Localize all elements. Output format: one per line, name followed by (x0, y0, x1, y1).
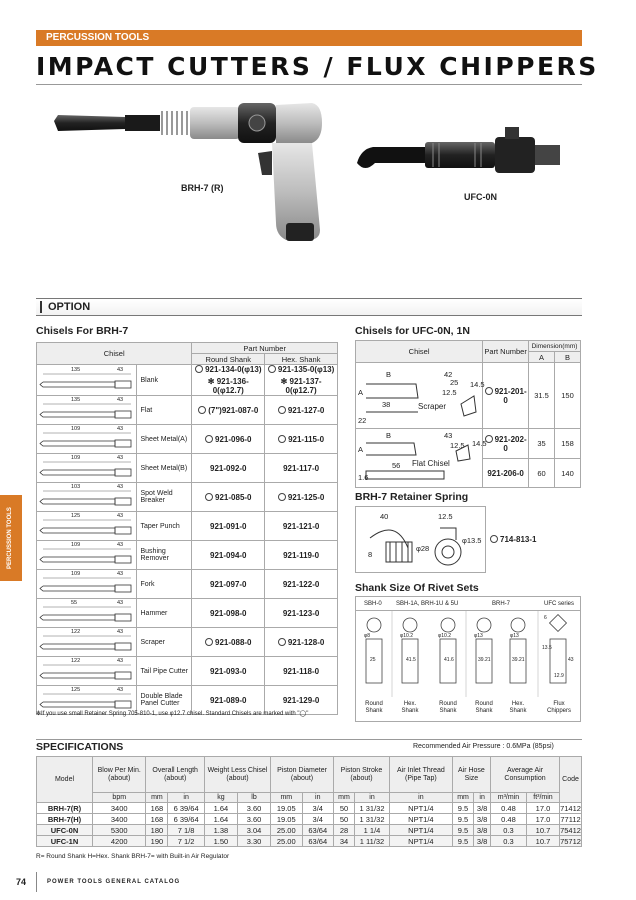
dim-label: B (386, 431, 392, 440)
round-shank-part: 921-094-0 (192, 541, 265, 570)
ufc0n-caption: UFC-0N (464, 192, 497, 202)
spec-unit: lb (237, 793, 270, 803)
spec-value: 190 (146, 836, 168, 847)
spec-value: 75412 (560, 825, 581, 835)
dim-label: 43 (117, 687, 124, 693)
spec-model: BRH-7(R) (37, 803, 93, 814)
dim-label: 25 (450, 377, 459, 387)
dim-label: φ13 (510, 633, 519, 639)
shank-heading: Shank Size Of Rivet Sets (355, 582, 479, 594)
retainer-heading: BRH-7 Retainer Spring (355, 491, 469, 503)
chisel-row (37, 599, 338, 628)
chisel-name: Sheet Metal(B) (136, 454, 192, 483)
spec-unit: kg (204, 793, 237, 803)
ufc-dim-b: 158 (554, 429, 580, 459)
chisel-name: Tail Pipe Cutter (136, 657, 192, 686)
dim-label: φ8 (364, 633, 371, 639)
ufc-chisel-table (355, 340, 581, 488)
chisel-drawing (37, 570, 137, 599)
option-bar (36, 298, 582, 316)
chisel-name: Scraper (136, 628, 192, 657)
spec-row (37, 814, 582, 825)
chisel-name: Double Blade Panel Cutter (136, 686, 192, 715)
page-number: 74 (16, 877, 27, 887)
ufc-dim-b: 150 (554, 363, 580, 429)
spec-value: 28 (334, 825, 355, 836)
brh7-chisels-heading: Chisels For BRH-7 (36, 325, 129, 337)
dim-label: 43 (117, 629, 124, 635)
dim-label: 122 (71, 629, 81, 635)
dim-label: φ10.2 (438, 633, 451, 639)
spec-value: 3400 (93, 814, 146, 825)
spec-value: 25.00 (271, 825, 302, 836)
dim-label: 14.5 (472, 439, 487, 448)
chisel-drawing (37, 657, 137, 686)
spec-value: 3.30 (237, 836, 270, 847)
shank-type-label: Flux Chippers (546, 701, 571, 714)
spec-value: NPT1/4 (389, 814, 452, 825)
dim-label: 122 (71, 658, 81, 664)
spec-value: 0.3 (491, 825, 527, 836)
spec-value: 168 (146, 803, 168, 814)
dim-label: 55 (71, 600, 78, 606)
spec-value: 50 (334, 803, 355, 814)
spec-value: 3/8 (474, 803, 491, 814)
spec-unit: in (355, 793, 390, 803)
ufc-flat-drawing (356, 429, 487, 488)
spec-value: 5300 (93, 825, 146, 836)
standard-marker-icon (490, 535, 498, 543)
chisel-drawing (37, 541, 137, 570)
dim-label: 12.9 (554, 673, 564, 679)
dim-label: A (358, 387, 364, 397)
option-label: OPTION (48, 301, 91, 313)
dim-label: 12.5 (450, 441, 465, 450)
dim-label: 41.6 (444, 657, 454, 663)
spec-unit: mm (334, 793, 355, 803)
dim-label: 6 (544, 615, 547, 621)
standard-marker-icon (278, 493, 286, 501)
hex-shank-part: 921-127-0 (265, 396, 338, 425)
chisel-drawing (37, 365, 137, 396)
spec-heading: SPECIFICATIONS (36, 741, 124, 753)
spec-value: NPT1/4 (389, 836, 452, 847)
spec-col-header: Piston Diameter (about) (271, 757, 334, 793)
spec-unit: mm (452, 793, 473, 803)
spec-value: 1 1/4 (355, 825, 390, 836)
dim-label: 12.5 (438, 511, 453, 521)
shank-type-label: Hex. Shank (509, 701, 527, 714)
spec-footnote: R= Round Shank H=Hex. Shank BRH-7= with Built-in Air Regulator (36, 853, 230, 860)
dim-label: 43 (568, 657, 574, 663)
standard-marker-icon (278, 638, 286, 646)
spec-value: 3400 (93, 803, 146, 814)
spec-value: 63/64 (302, 836, 334, 847)
ufc-chisel-name: Scraper (418, 401, 447, 411)
spec-unit: in (302, 793, 334, 803)
chisel-name: Taper Punch (136, 512, 192, 541)
spec-value: 7 1/2 (168, 836, 205, 847)
spec-model: UFC-1N (37, 836, 93, 847)
round-shank-part: 921-134-0(φ13) ✻ 921-136-0(φ12.7) (192, 365, 265, 396)
round-shank-part: 921-089-0 (192, 686, 265, 715)
dim-label: 109 (71, 542, 81, 548)
spec-unit: m³/min (491, 793, 527, 803)
chisel-row (37, 454, 338, 483)
dim-label: 8 (368, 549, 373, 559)
round-shank-part: 921-093-0 (192, 657, 265, 686)
dim-label: φ10.2 (400, 633, 413, 639)
spec-value: 1.50 (204, 836, 237, 847)
dim-label: 43 (117, 513, 124, 519)
chisel-name: Bushing Remover (136, 541, 192, 570)
spec-value: 1 11/32 (355, 836, 390, 847)
spec-value: 3/4 (302, 814, 334, 825)
dim-label: 40 (380, 511, 389, 521)
page-title: IMPACT CUTTERS / FLUX CHIPPERS (36, 52, 599, 81)
spec-value: 6 39/64 (168, 814, 205, 825)
col-part-number: Part Number (192, 343, 338, 354)
spec-value: 168 (146, 814, 168, 825)
round-shank-part: (7")921-087-0 (192, 396, 265, 425)
hex-shank-part: 921-121-0 (265, 512, 338, 541)
dim-label: 103 (71, 484, 81, 490)
round-shank-part: 921-091-0 (192, 512, 265, 541)
ufc-part-number: 921-202-0 (483, 429, 529, 459)
dim-label: 43 (444, 431, 453, 440)
dim-label: 43 (117, 600, 124, 606)
spec-value: 0.3 (491, 836, 527, 847)
ufc-chisels-heading: Chisels for UFC-0N, 1N (355, 325, 470, 337)
dim-label: 43 (117, 542, 124, 548)
dim-label: 43 (117, 426, 124, 432)
dim-label: 109 (71, 571, 81, 577)
spec-col-model: Model (37, 757, 93, 803)
round-shank-part: 921-096-0 (192, 425, 265, 454)
ufc-part-number: 921-201-0 (483, 363, 529, 429)
spec-value: 4200 (93, 836, 146, 847)
round-shank-part: 921-085-0 (192, 483, 265, 512)
hex-shank-part: 921-135-0(φ13) ✻ 921-137-0(φ12.7) (265, 365, 338, 396)
round-shank-part: 921-092-0 (192, 454, 265, 483)
side-tab: PERCUSSION TOOLS (0, 495, 22, 581)
spec-value: 3/8 (474, 814, 491, 825)
spec-value: 9.5 (452, 814, 473, 825)
col-part-number: Part Number (483, 341, 529, 363)
spec-col-header: Weight Less Chisel (about) (204, 757, 270, 793)
hex-shank-part: 921-125-0 (265, 483, 338, 512)
chisel-drawing (37, 396, 137, 425)
spec-model: BRH-7(H) (37, 814, 93, 825)
dim-label: 109 (71, 426, 81, 432)
dim-label: 56 (392, 461, 401, 470)
spec-unit: mm (271, 793, 302, 803)
spec-value: 25.00 (271, 836, 302, 847)
spec-value: 1.64 (204, 803, 237, 814)
spec-value: 71412 (560, 803, 581, 813)
chisel-drawing (37, 483, 137, 512)
dim-label: 25 (370, 657, 376, 663)
dim-label: 135 (71, 367, 81, 373)
retainer-table (355, 506, 581, 573)
spec-unit: in (389, 793, 452, 803)
brh7-caption: BRH-7 (R) (181, 183, 224, 193)
dim-label: 43 (117, 455, 124, 461)
dim-label: 39.21 (512, 657, 525, 663)
retainer-part-number: 714-813-1 (486, 507, 582, 573)
chisel-row (37, 570, 338, 599)
spec-col-header: Average Air Consumption (491, 757, 560, 793)
spec-value: 3/8 (474, 836, 491, 847)
spec-value: 0.48 (491, 803, 527, 814)
col-chisel: Chisel (356, 341, 483, 363)
col-b: B (554, 352, 580, 363)
dim-label: 109 (71, 455, 81, 461)
shank-model: UFC series (544, 601, 575, 607)
dim-label: 125 (71, 513, 81, 519)
round-shank-part: 921-097-0 (192, 570, 265, 599)
dim-label: 41.5 (406, 657, 416, 663)
spec-unit: mm (146, 793, 168, 803)
spec-value: 3.60 (237, 814, 270, 825)
col-chisel: Chisel (37, 343, 192, 365)
hex-shank-part: 921-118-0 (265, 657, 338, 686)
brh7-chisel-table (36, 342, 338, 715)
dim-label: 135 (71, 397, 81, 403)
col-hex-shank: Hex. Shank (265, 354, 338, 365)
dim-label: 39.21 (478, 657, 491, 663)
hex-shank-part: 921-122-0 (265, 570, 338, 599)
spec-value: 1 31/32 (355, 814, 390, 825)
chisel-name: Spot Weld Breaker (136, 483, 192, 512)
brh7-tool-image (50, 95, 340, 250)
ufc0n-tool-image (355, 125, 570, 185)
spec-value: 180 (146, 825, 168, 836)
shank-type-label: Hex. Shank (401, 701, 419, 714)
chisel-drawing (37, 599, 137, 628)
spec-value: 6 39/64 (168, 803, 205, 814)
ufc-dim-a: 60 (529, 459, 555, 488)
title-divider (36, 84, 582, 85)
ufc-part-number: 921-206-0 (483, 459, 529, 488)
spec-value: 0.48 (491, 814, 527, 825)
dim-label: φ13.5 (462, 535, 482, 545)
col-a: A (529, 352, 555, 363)
spec-value: 34 (334, 836, 355, 847)
spec-col-code: Code (560, 757, 582, 803)
spec-value: NPT1/4 (389, 825, 452, 836)
spec-col-header: Overall Length (about) (146, 757, 204, 793)
standard-marker-icon (268, 365, 276, 373)
spec-row (37, 825, 582, 836)
spec-value: 19.05 (271, 814, 302, 825)
brh7-note: ✻If you use small Retainer Spring 705-810-1, use φ12.7 chisel. Standard Chisels are marked with "◯" (36, 711, 309, 717)
shank-model: SBH-1A, BRH-1U & 5U (396, 601, 459, 607)
spec-value: 75712 (560, 836, 581, 846)
dim-label: φ28 (416, 543, 430, 553)
spec-value: 17.0 (526, 814, 559, 825)
standard-marker-icon (485, 387, 493, 395)
spec-value: 7 1/8 (168, 825, 205, 836)
spec-table (36, 756, 582, 847)
shank-model: BRH-7 (492, 601, 511, 607)
spec-divider (36, 739, 582, 740)
dim-label: 12.5 (442, 387, 457, 397)
chisel-row (37, 425, 338, 454)
chisel-drawing (37, 425, 137, 454)
chisel-drawing (37, 512, 137, 541)
spec-model: UFC-0N (37, 825, 93, 836)
dim-label: 13.5 (542, 645, 552, 651)
hex-shank-part: 921-115-0 (265, 425, 338, 454)
chisel-name: Flat (136, 396, 192, 425)
dim-label: 38 (382, 399, 391, 409)
dim-label: 43 (117, 658, 124, 664)
spec-col-header: Piston Stroke (about) (334, 757, 390, 793)
ufc-chisel-name: Flat Chisel (412, 459, 450, 468)
dim-label: 43 (117, 484, 124, 490)
dim-label: φ13 (474, 633, 483, 639)
spec-unit: ft³/min (526, 793, 559, 803)
dim-label: A (358, 445, 364, 454)
chisel-name: Sheet Metal(A) (136, 425, 192, 454)
dim-label: 43 (117, 367, 124, 373)
recommended-pressure: Recommended Air Pressure : 0.6MPa (85psi) (413, 743, 554, 750)
spec-col-header: Air Hose Size (452, 757, 490, 793)
spec-value: 3/4 (302, 803, 334, 814)
chisel-row (37, 483, 338, 512)
spec-unit: in (168, 793, 205, 803)
spec-col-header: Blow Per Min. (about) (93, 757, 146, 793)
chisel-name: Hammer (136, 599, 192, 628)
spec-value: 1.64 (204, 814, 237, 825)
spec-value: 3.60 (237, 803, 270, 814)
standard-marker-icon (205, 435, 213, 443)
hex-shank-part: 921-123-0 (265, 599, 338, 628)
ufc-scraper-drawing (356, 363, 483, 429)
col-round-shank: Round Shank (192, 354, 265, 365)
dim-label: 22 (358, 415, 367, 425)
spec-col-header: Air Inlet Thread (Pipe Tap) (389, 757, 452, 793)
spec-row (37, 836, 582, 847)
dim-label: 43 (117, 571, 124, 577)
shank-model: SBH-0 (364, 601, 382, 607)
chisel-drawing (37, 454, 137, 483)
spec-value: 3.04 (237, 825, 270, 836)
spec-row (37, 803, 582, 814)
hex-shank-part: 921-117-0 (265, 454, 338, 483)
chisel-row (37, 365, 338, 396)
spec-value: 9.5 (452, 803, 473, 814)
spec-value: 3/8 (474, 825, 491, 836)
retainer-drawing (356, 507, 486, 573)
chisel-row (37, 541, 338, 570)
shank-type-label: Round Shank (475, 701, 493, 714)
spec-value: 1.38 (204, 825, 237, 836)
hex-shank-part: 921-129-0 (265, 686, 338, 715)
dim-label: 125 (71, 687, 81, 693)
round-shank-part: 921-088-0 (192, 628, 265, 657)
standard-marker-icon (278, 435, 286, 443)
spec-value: 63/64 (302, 825, 334, 836)
dim-label: 43 (117, 397, 124, 403)
standard-marker-icon (205, 493, 213, 501)
standard-marker-icon (278, 406, 286, 414)
spec-value: 17.0 (526, 803, 559, 814)
ufc-dim-a: 35 (529, 429, 555, 459)
dim-label: B (386, 369, 392, 379)
dim-label: 42 (444, 369, 453, 379)
col-dimension: Dimension(mm) (529, 341, 581, 352)
spec-value: 10.7 (526, 825, 559, 836)
standard-marker-icon (205, 638, 213, 646)
spec-value: 1 31/32 (355, 803, 390, 814)
category-bar: PERCUSSION TOOLS (36, 30, 582, 46)
chisel-drawing (37, 628, 137, 657)
chisel-row (37, 512, 338, 541)
spec-unit: in (474, 793, 491, 803)
chisel-name: Blank (136, 365, 192, 396)
spec-value: 9.5 (452, 825, 473, 836)
standard-marker-icon (198, 406, 206, 414)
spec-value: 50 (334, 814, 355, 825)
spec-value: NPT1/4 (389, 803, 452, 814)
spec-unit: bpm (93, 793, 146, 803)
dim-label: 14.5 (470, 379, 485, 389)
footer-divider (36, 872, 37, 892)
hex-shank-part: 921-128-0 (265, 628, 338, 657)
ufc-dim-a: 31.5 (529, 363, 555, 429)
dim-label: 1.6 (358, 473, 369, 482)
ufc-dim-b: 140 (554, 459, 580, 488)
spec-value: 77112 (560, 814, 581, 824)
shank-type-label: Round Shank (439, 701, 457, 714)
footer-text: POWER TOOLS GENERAL CATALOG (47, 879, 181, 885)
shank-panel (355, 596, 581, 722)
round-shank-part: 921-098-0 (192, 599, 265, 628)
hex-shank-part: 921-119-0 (265, 541, 338, 570)
chisel-row (37, 628, 338, 657)
standard-marker-icon (195, 365, 203, 373)
spec-value: 9.5 (452, 836, 473, 847)
spec-value: 10.7 (526, 836, 559, 847)
chisel-row (37, 396, 338, 425)
chisel-row (37, 657, 338, 686)
chisel-name: Fork (136, 570, 192, 599)
shank-type-label: Round Shank (365, 701, 383, 714)
spec-value: 19.05 (271, 803, 302, 814)
